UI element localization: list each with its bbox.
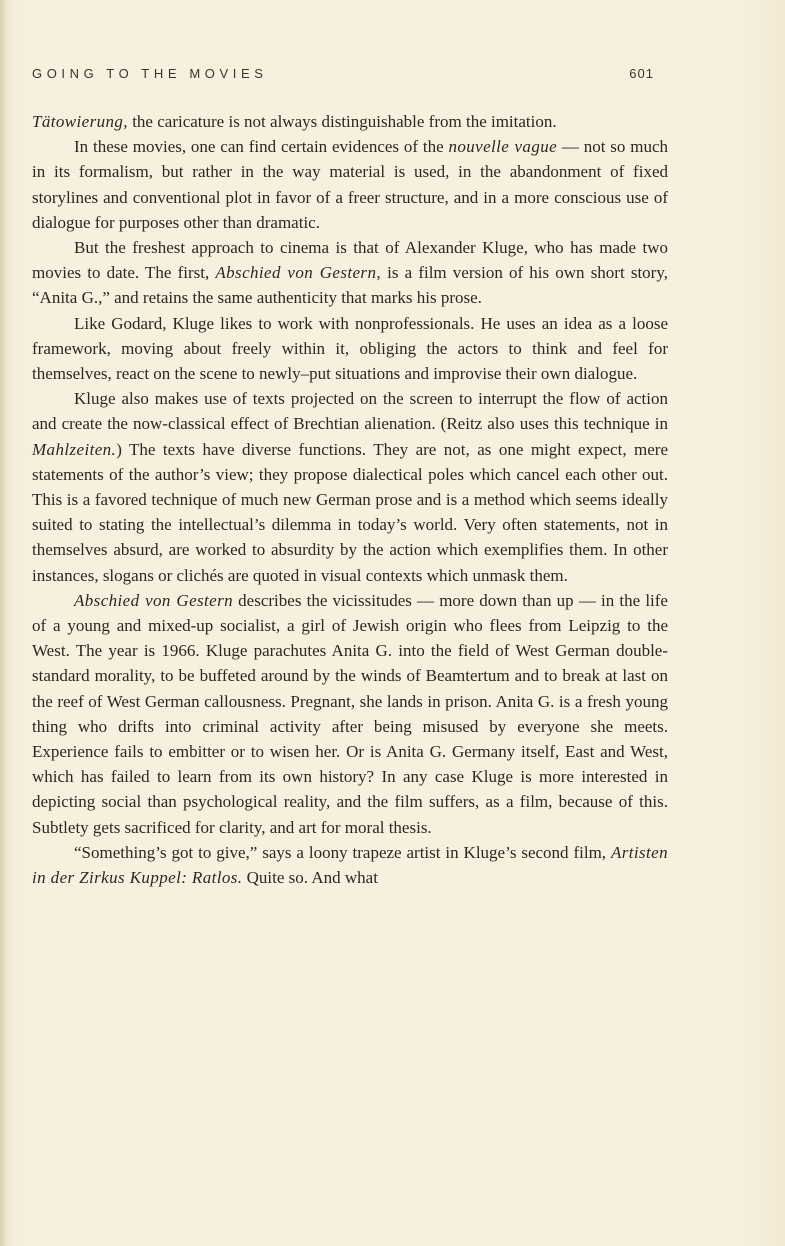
text-run: describes the vicissitudes — more down than up — in the life of a young and mixed-up socialist, a girl of Jewish origin who flees from Leipzig to the West. The year is 1966. Kluge parachutes Anita G. into the field of West German double-standard morality, to be buffeted around by the winds of Beamtertum and to break at last on the reef of West German callousness. Pregnant, she lands in prison. Anita G. is a fresh young thing who drifts into criminal activity after being misused by everyone she meets. Experience fails to embitter or to wisen her. Or is Anita G. Germany itself, East and West, which has failed to learn from its own history? In any case Kluge is more interested in depicting social than psychological reality, and the film suffers, as a film, because of this. Subtlety gets sacrificed for clarity, and art for moral thesis. <box>32 590 668 837</box>
running-head <box>32 66 654 86</box>
paragraph <box>32 235 668 311</box>
binding-edge <box>0 0 7 1246</box>
film-title-italic: Tätowierung, <box>32 112 128 131</box>
text-run: — not so much in its formalism, but rather in the way material is used, in the abandonment of fixed storylines and conventional plot in favor of a freer structure, and in a more conscious use of dialogue for purposes other than dramatic. <box>32 137 669 232</box>
text-run: “Something’s got to give,” says a loony trapeze artist in Kluge’s second film, <box>74 842 611 862</box>
text-run: is a film version of his own short story, “Anita G.,” and retains the same authenticity that marks his prose. <box>32 263 668 308</box>
paragraph <box>32 588 668 840</box>
text-run: Quite so. And what <box>242 868 378 888</box>
italic-phrase: nouvelle vague <box>448 137 558 157</box>
film-title-italic: Abschied von Gestern <box>74 590 234 610</box>
body-text <box>32 109 668 890</box>
text-run: ) The texts have diverse functions. They are not, as one might expect, mere statements of the author’s view; they propose dialectical poles which cancel each other out. This is a favored technique of much new German prose and is a method which seems ideally suited to stating the intellectual’s dilemma in today’s world. Very often statements, not in themselves absurd, are worked to absurdity by the action which exemplifies them. In other instances, slogans or clichés are quoted in visual contexts which unmask them. <box>32 439 668 585</box>
paragraph <box>32 134 668 235</box>
film-title-italic: Abschied von Gestern, <box>215 263 381 283</box>
running-head-title: GOING TO THE MOVIES <box>32 66 268 81</box>
text-run: Kluge also makes use of texts projected on the screen to interrupt the flow of action and create the now-classical effect of Brechtian alienation. (Reitz also uses this technique in <box>32 389 668 434</box>
film-title-italic: Mahlzeiten. <box>32 439 117 459</box>
text-run: Like Godard, Kluge likes to work with nonprofessionals. He uses an idea as a loose framework, moving about freely within it, obliging the actors to think and feel for themselves, react on the scene to newly–put situations and improvise their own dialogue. <box>32 313 668 384</box>
page-number: 601 <box>629 66 654 81</box>
paragraph <box>32 840 668 890</box>
text-run: the caricature is not always distinguishable from the imitation. <box>127 112 557 131</box>
film-title-italic: Artisten in der Zirkus Kuppel: Ratlos. <box>32 842 668 888</box>
paragraph <box>32 386 668 588</box>
text-run: But the freshest approach to cinema is that of Alexander Kluge, who has made two movies to date. The first, <box>32 238 668 283</box>
paragraph <box>32 109 668 134</box>
text-run: In these movies, one can find certain evidences of the <box>74 137 449 157</box>
paragraph <box>32 311 668 387</box>
